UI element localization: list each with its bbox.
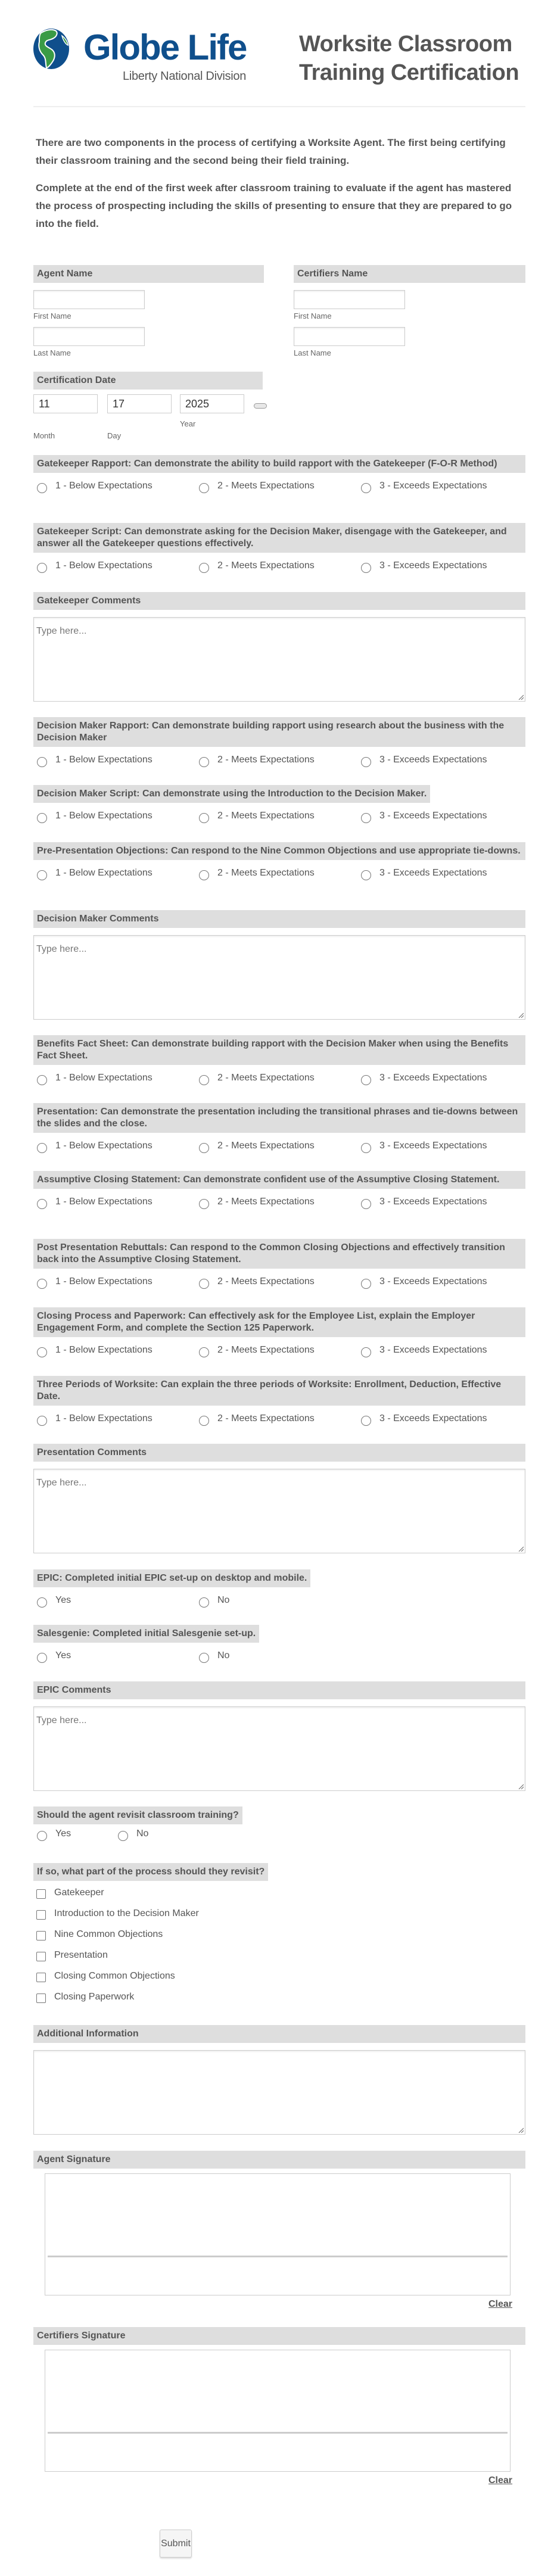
radio-label: Yes (55, 1595, 71, 1605)
radio-button[interactable] (361, 1347, 371, 1357)
resize-handle-icon[interactable] (518, 1546, 524, 1552)
rating-question-label: Three Periods of Worksite: Can explain the three periods of Worksite: Enrollment, Deduction, Effective Date. (33, 1376, 525, 1406)
rating-question (33, 1171, 525, 1213)
radio-option-rating-1[interactable] (37, 1344, 152, 1357)
rating-question-label: Benefits Fact Sheet: Can demonstrate building rapport with the Decision Maker when using the Benefits Fact Sheet. (33, 1035, 525, 1065)
rating-question (33, 1307, 525, 1361)
rating-radio-group (33, 754, 525, 771)
radio-option-rating-1[interactable] (37, 480, 152, 493)
checkbox-label: Presentation (54, 1950, 108, 1960)
radio-option-rating-3[interactable] (361, 810, 487, 823)
radio-option-rating-3[interactable] (361, 560, 487, 573)
radio-option-rating-2[interactable] (199, 1276, 315, 1289)
radio-label: 1 - Below Expectations (55, 560, 152, 571)
checkbox-option-presentation[interactable] (36, 1949, 525, 1970)
radio-label: 3 - Exceeds Expectations (379, 481, 487, 491)
salesgenie-radio-group (33, 1650, 525, 1667)
radio-button[interactable] (361, 1075, 371, 1085)
radio-label: 1 - Below Expectations (55, 481, 152, 491)
year-sublabel: Year (180, 419, 196, 428)
textarea-placeholder: Type here... (36, 1715, 87, 1725)
rating-radio-group (33, 1276, 525, 1292)
radio-button[interactable] (37, 1075, 47, 1085)
date-day-input[interactable] (107, 394, 172, 413)
resize-handle-icon[interactable] (518, 2127, 524, 2133)
resize-handle-icon[interactable] (518, 694, 524, 700)
rating-question-label: Assumptive Closing Statement: Can demonstrate confident use of the Assumptive Closing Statement. (33, 1171, 525, 1189)
radio-option-rating-2[interactable] (199, 1140, 315, 1153)
radio-button[interactable] (199, 1199, 209, 1209)
globe-icon (32, 27, 70, 70)
radio-option-rating-3[interactable] (361, 754, 487, 767)
checkbox-label: Closing Paperwork (54, 1992, 135, 2002)
brand-name: Globe Life (83, 27, 247, 67)
radio-option-rating-1[interactable] (37, 1276, 152, 1289)
radio-button[interactable] (199, 757, 209, 767)
radio-button[interactable] (199, 483, 209, 493)
rating-radio-group (33, 1140, 525, 1157)
rating-question (33, 1103, 525, 1157)
rating-radio-group (33, 560, 525, 577)
checkbox[interactable] (36, 1973, 46, 1982)
rating-radio-group (33, 1072, 525, 1089)
radio-label: 3 - Exceeds Expectations (379, 755, 487, 765)
rating-question (33, 1239, 525, 1292)
radio-option-no[interactable] (199, 1594, 229, 1608)
radio-label: 3 - Exceeds Expectations (379, 1141, 487, 1151)
radio-button[interactable] (37, 757, 47, 767)
radio-button[interactable] (37, 870, 47, 880)
intro-paragraph: There are two components in the process of certifying a Worksite Agent. The first being certifying their classroom training and the second being their field training. (36, 137, 506, 166)
radio-label: 2 - Meets Expectations (217, 1413, 315, 1424)
radio-label: 1 - Below Expectations (55, 1345, 152, 1355)
radio-label: 3 - Exceeds Expectations (379, 1073, 487, 1083)
signature-baseline (48, 2432, 508, 2434)
checkbox-option-closing-common-objections[interactable] (36, 1970, 525, 1991)
presentation-comments-field (33, 1444, 525, 1553)
radio-label: 1 - Below Expectations (55, 1276, 152, 1287)
textarea-placeholder: Type here... (36, 626, 87, 636)
radio-label: 1 - Below Expectations (55, 1197, 152, 1207)
decision-maker-comments-label: Decision Maker Comments (33, 910, 525, 928)
rating-question-label: Closing Process and Paperwork: Can effectively ask for the Employee List, explain the Employer Engagement Form, and complete the Section 125 Paperwork. (33, 1307, 525, 1337)
certifier-name-label: Certifiers Name (294, 265, 525, 283)
certifier-first-name-input[interactable] (294, 290, 405, 309)
checkbox[interactable] (36, 1952, 46, 1961)
header-divider (33, 106, 525, 107)
radio-option-yes[interactable] (37, 1828, 71, 1841)
radio-button[interactable] (361, 870, 371, 880)
radio-button[interactable] (199, 1075, 209, 1085)
radio-option-rating-2[interactable] (199, 810, 315, 823)
radio-button[interactable] (361, 1199, 371, 1209)
radio-label: 2 - Meets Expectations (217, 1197, 315, 1207)
radio-button[interactable] (199, 1597, 209, 1608)
radio-button[interactable] (37, 483, 47, 493)
radio-label: Yes (55, 1829, 71, 1839)
radio-option-rating-1[interactable] (37, 1196, 152, 1209)
certifier-signature-label: Certifiers Signature (33, 2327, 525, 2345)
rating-question-label: Post Presentation Rebuttals: Can respond to the Common Closing Objections and effectively transition back into the Assumptive Closing Statement. (33, 1239, 525, 1269)
gatekeeper-comments-textarea[interactable] (33, 617, 525, 702)
radio-label: 1 - Below Expectations (55, 1413, 152, 1424)
radio-button[interactable] (199, 870, 209, 880)
intro-paragraph: Complete at the end of the first week after classroom training to evaluate if the agent has mastered the process of prospecting including the skills of presenting to ensure that they are prepared to go into the field. (36, 182, 512, 229)
radio-option-no[interactable] (199, 1650, 229, 1663)
radio-label: 3 - Exceeds Expectations (379, 1276, 487, 1287)
rating-question (33, 842, 525, 884)
radio-label: 2 - Meets Expectations (217, 560, 315, 571)
radio-label: 2 - Meets Expectations (217, 1345, 315, 1355)
decision-maker-comments-textarea[interactable] (33, 935, 525, 1020)
radio-label: 1 - Below Expectations (55, 868, 152, 878)
additional-info-textarea[interactable] (33, 2050, 525, 2135)
page-title-line2: Training Certification (299, 60, 519, 85)
radio-button[interactable] (37, 1597, 47, 1608)
checkbox-option-closing-paperwork[interactable] (36, 1991, 525, 2012)
radio-label: 1 - Below Expectations (55, 811, 152, 821)
radio-label: No (136, 1829, 149, 1839)
radio-label: 2 - Meets Expectations (217, 1276, 315, 1287)
certification-date-field (33, 372, 263, 440)
radio-option-rating-3[interactable] (361, 1413, 487, 1426)
radio-option-rating-2[interactable] (199, 560, 315, 573)
radio-option-rating-1[interactable] (37, 754, 152, 767)
radio-button[interactable] (37, 1347, 47, 1357)
certifier-signature-pad[interactable] (45, 2350, 511, 2472)
revisit-parts-checkbox-group (33, 1887, 525, 2012)
rating-radio-group (33, 1413, 525, 1429)
agent-name-label: Agent Name (33, 265, 264, 283)
radio-button[interactable] (199, 1416, 209, 1426)
radio-label: 1 - Below Expectations (55, 1073, 152, 1083)
revisit-parts-question (33, 1863, 525, 2012)
radio-button[interactable] (361, 1279, 371, 1289)
radio-option-rating-1[interactable] (37, 560, 152, 573)
checkbox[interactable] (36, 1931, 46, 1940)
radio-button[interactable] (199, 1347, 209, 1357)
certification-date-label: Certification Date (33, 372, 263, 390)
epic-question (33, 1569, 525, 1611)
radio-option-yes[interactable] (37, 1650, 71, 1663)
rating-question-label: Gatekeeper Rapport: Can demonstrate the ability to build rapport with the Gatekeeper (F-O-R Method) (33, 455, 525, 473)
checkbox-label: Closing Common Objections (54, 1971, 175, 1981)
radio-label: 3 - Exceeds Expectations (379, 868, 487, 878)
radio-button[interactable] (37, 1416, 47, 1426)
radio-label: 3 - Exceeds Expectations (379, 1345, 487, 1355)
radio-option-rating-1[interactable] (37, 810, 152, 823)
radio-button[interactable] (37, 563, 47, 573)
additional-info-field (33, 2025, 525, 2135)
checkbox-label: Nine Common Objections (54, 1929, 163, 1939)
rating-question (33, 1376, 525, 1429)
agent-last-name-input[interactable] (33, 327, 145, 346)
certifier-last-name-input[interactable] (294, 327, 405, 346)
agent-signature-pad[interactable] (45, 2173, 511, 2295)
radio-label: 2 - Meets Expectations (217, 1141, 315, 1151)
epic-comments-textarea[interactable] (33, 1706, 525, 1791)
textarea-placeholder: Type here... (36, 1478, 87, 1488)
resize-handle-icon[interactable] (518, 1012, 524, 1018)
signature-baseline (48, 2256, 508, 2257)
radio-option-rating-1[interactable] (37, 1072, 152, 1085)
agent-signature-label: Agent Signature (33, 2151, 525, 2169)
radio-button[interactable] (37, 1143, 47, 1153)
radio-option-rating-3[interactable] (361, 1140, 487, 1153)
radio-option-rating-2[interactable] (199, 1413, 315, 1426)
radio-option-no[interactable] (118, 1828, 148, 1841)
day-sublabel: Day (107, 431, 122, 440)
submit-button[interactable]: Submit (160, 2530, 192, 2558)
rating-question (33, 785, 525, 827)
radio-option-rating-1[interactable] (37, 867, 152, 880)
page-title (299, 30, 519, 87)
radio-button[interactable] (361, 483, 371, 493)
textarea-placeholder: Type here... (36, 944, 87, 954)
checkbox-option-intro-decision-maker[interactable] (36, 1908, 525, 1929)
radio-option-rating-3[interactable] (361, 867, 487, 880)
checkbox[interactable] (36, 1993, 46, 2003)
radio-button[interactable] (361, 757, 371, 767)
radio-option-rating-2[interactable] (199, 754, 315, 767)
radio-option-rating-1[interactable] (37, 1140, 152, 1153)
last-name-sublabel: Last Name (33, 348, 71, 357)
checkbox-option-gatekeeper[interactable] (36, 1887, 525, 1908)
resize-handle-icon[interactable] (518, 1783, 524, 1789)
radio-label: 3 - Exceeds Expectations (379, 811, 487, 821)
radio-option-rating-3[interactable] (361, 1276, 487, 1289)
radio-button[interactable] (37, 813, 47, 823)
rating-question-label: Presentation: Can demonstrate the presentation including the transitional phrases and tie-downs between the slides and the close. (33, 1103, 525, 1133)
radio-button[interactable] (199, 563, 209, 573)
rating-question-label: Decision Maker Rapport: Can demonstrate building rapport using research about the business with the Decision Maker (33, 717, 525, 747)
epic-comments-field (33, 1681, 525, 1791)
radio-option-rating-3[interactable] (361, 480, 487, 493)
agent-name-field (33, 265, 264, 364)
last-name-sublabel: Last Name (294, 348, 331, 357)
calendar-picker-button[interactable] (254, 403, 267, 409)
radio-option-rating-3[interactable] (361, 1072, 487, 1085)
rating-question (33, 523, 525, 577)
radio-label: 2 - Meets Expectations (217, 481, 315, 491)
epic-radio-group (33, 1594, 525, 1611)
revisit-parts-label: If so, what part of the process should they revisit? (33, 1863, 268, 1881)
brand-division: Liberty National Division (123, 70, 247, 83)
rating-question (33, 1035, 525, 1089)
revisit-question (33, 1806, 525, 1845)
date-year-input[interactable] (180, 394, 244, 413)
certifier-signature-header (33, 2327, 525, 2345)
radio-label: 2 - Meets Expectations (217, 811, 315, 821)
radio-button[interactable] (37, 1279, 47, 1289)
date-month-input[interactable] (33, 394, 98, 413)
radio-label: 2 - Meets Expectations (217, 1073, 315, 1083)
radio-label: 3 - Exceeds Expectations (379, 560, 487, 571)
form-header (0, 0, 554, 110)
first-name-sublabel: First Name (33, 312, 71, 320)
rating-question-label: Gatekeeper Script: Can demonstrate asking for the Decision Maker, disengage with the Gatekeeper, and answer all the Gatekeeper questions effectively. (33, 523, 525, 553)
radio-option-yes[interactable] (37, 1594, 71, 1608)
radio-option-rating-2[interactable] (199, 1344, 315, 1357)
radio-button[interactable] (199, 1653, 209, 1663)
radio-button[interactable] (37, 1199, 47, 1209)
intro-text (36, 134, 524, 242)
radio-option-rating-2[interactable] (199, 1072, 315, 1085)
radio-label: No (217, 1595, 230, 1605)
certifier-name-field (294, 265, 525, 364)
radio-button[interactable] (199, 1143, 209, 1153)
radio-option-rating-3[interactable] (361, 1196, 487, 1209)
epic-comments-label: EPIC Comments (33, 1681, 525, 1699)
radio-button[interactable] (37, 1831, 47, 1841)
radio-option-rating-2[interactable] (199, 1196, 315, 1209)
radio-button[interactable] (361, 1416, 371, 1426)
presentation-comments-textarea[interactable] (33, 1469, 525, 1553)
radio-label: 1 - Below Expectations (55, 755, 152, 765)
rating-question-label: Decision Maker Script: Can demonstrate using the Introduction to the Decision Maker. (33, 785, 430, 803)
radio-label: 3 - Exceeds Expectations (379, 1413, 487, 1424)
radio-option-rating-3[interactable] (361, 1344, 487, 1357)
salesgenie-label: Salesgenie: Completed initial Salesgenie set-up. (33, 1625, 259, 1643)
agent-signature-header (33, 2151, 525, 2169)
agent-first-name-input[interactable] (33, 290, 145, 309)
agent-signature-clear-link[interactable]: Clear (488, 2299, 513, 2309)
checkbox-label: Gatekeeper (54, 1887, 104, 1898)
radio-label: Yes (55, 1650, 71, 1661)
decision-maker-comments-field (33, 910, 525, 1020)
rating-radio-group (33, 1196, 525, 1213)
globe-life-logo (31, 26, 281, 92)
radio-button[interactable] (118, 1831, 128, 1841)
rating-question-label: Pre-Presentation Objections: Can respond to the Nine Common Objections and use appropriate tie-downs. (33, 842, 525, 860)
rating-radio-group (33, 480, 525, 497)
salesgenie-question (33, 1625, 525, 1667)
presentation-comments-label: Presentation Comments (33, 1444, 525, 1462)
radio-label: No (217, 1650, 230, 1661)
epic-label: EPIC: Completed initial EPIC set-up on desktop and mobile. (33, 1569, 310, 1587)
checkbox-option-nine-common-objections[interactable] (36, 1929, 525, 1949)
radio-button[interactable] (361, 813, 371, 823)
radio-label: 3 - Exceeds Expectations (379, 1197, 487, 1207)
additional-info-label: Additional Information (33, 2025, 525, 2043)
first-name-sublabel: First Name (294, 312, 332, 320)
checkbox-label: Introduction to the Decision Maker (54, 1908, 199, 1918)
radio-button[interactable] (199, 1279, 209, 1289)
gatekeeper-comments-field (33, 592, 525, 702)
radio-option-rating-2[interactable] (199, 867, 315, 880)
radio-option-rating-1[interactable] (37, 1413, 152, 1426)
rating-radio-group (33, 810, 525, 827)
rating-radio-group (33, 1344, 525, 1361)
page-title-line1: Worksite Classroom (299, 32, 512, 57)
revisit-radio-group (33, 1828, 525, 1845)
month-sublabel: Month (33, 431, 55, 440)
certifier-signature-clear-link[interactable]: Clear (488, 2475, 513, 2485)
rating-question (33, 455, 525, 497)
rating-question (33, 717, 525, 771)
checkbox[interactable] (36, 1910, 46, 1920)
radio-button[interactable] (361, 1143, 371, 1153)
rating-radio-group (33, 867, 525, 884)
revisit-label: Should the agent revisit classroom training? (33, 1806, 242, 1824)
radio-label: 2 - Meets Expectations (217, 755, 315, 765)
radio-label: 2 - Meets Expectations (217, 868, 315, 878)
radio-option-rating-2[interactable] (199, 480, 315, 493)
radio-label: 1 - Below Expectations (55, 1141, 152, 1151)
gatekeeper-comments-label: Gatekeeper Comments (33, 592, 525, 610)
radio-button[interactable] (37, 1653, 47, 1663)
checkbox[interactable] (36, 1889, 46, 1899)
radio-button[interactable] (361, 563, 371, 573)
radio-button[interactable] (199, 813, 209, 823)
